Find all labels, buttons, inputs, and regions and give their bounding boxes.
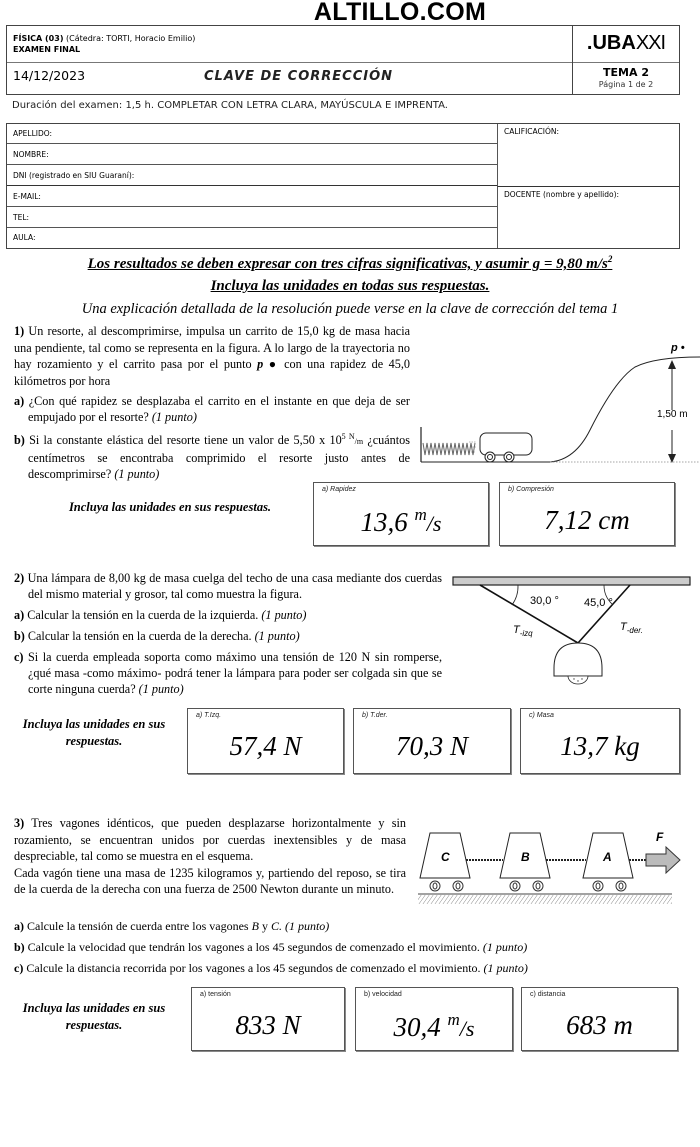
q1-part-a: a) ¿Con qué rapidez se desplazaba el carrito en el instante en que deja de ser empujado por el resorte? (1 punto) <box>14 394 410 424</box>
svg-text:B: B <box>521 850 530 864</box>
q2-answer-a: a) T.Izq. 57,4 N <box>187 708 344 774</box>
q3-part-a: a) Calcule la tensión de cuerda entre los vagones B y C. (1 punto) <box>14 919 330 933</box>
q2-part-c: c) Si la cuerda empleada soporta como máximo una tensión de 120 N sin romperse, ¿qué masa -como máximo- podrá tener la lámpara para poder ser colgada sin que se corte ninguna cuerda? (1 punto) <box>14 650 442 696</box>
answer-key-title: CLAVE DE CORRECCIÓN <box>204 69 394 84</box>
page-indicator: Página 1 de 2 <box>598 80 654 89</box>
q2-part-a: a) Calcular la tensión en la cuerda de la izquierda. (1 punto) <box>14 608 307 622</box>
q3-part-c: c) Calcule la distancia recorrida por los vagones a los 45 segundos de comenzado el movimiento. (1 punto) <box>14 961 528 975</box>
exam-header <box>6 25 680 95</box>
field-calificacion[interactable]: CALIFICACIÓN: <box>497 124 679 187</box>
wagons-figure <box>410 825 695 910</box>
spring-ramp-figure <box>415 330 700 470</box>
field-email[interactable]: E-MAIL: <box>7 187 497 207</box>
wagon-b-icon <box>500 833 550 891</box>
q1-part-b: b) Si la constante elástica del resorte tiene un valor de 5,50 x $10^5$ $^N$/m ¿cuántos centímetros se encontraba comprimido el resorte justo antes de descomprimirse? (1 punto) <box>14 432 410 482</box>
q3-parts <box>14 918 694 976</box>
site-title: ALTILLO.COM <box>313 0 487 26</box>
q2-part-b: b) Calcular la tensión en la cuerda de la derecha. (1 punto) <box>14 629 300 643</box>
exam-duration-instructions: Duración del examen: 1,5 h. COMPLETAR CON LETRA CLARA, MAYÚSCULA E IMPRENTA. <box>12 100 448 111</box>
course-info <box>13 33 195 55</box>
q2-include-units-note: Incluya las unidades en sus respuestas. <box>22 717 166 748</box>
wagon-a-icon <box>583 833 633 891</box>
field-tel[interactable]: TEL: <box>7 208 497 228</box>
point-p-label: p • <box>671 342 685 354</box>
tension-left-label: $T_{-izq}$ <box>513 624 533 638</box>
q3-statement-2: Cada vagón tiene una masa de 1235 kilogramos y, partiendo del reposo, se tira de la cuerda de la derecha con una fuerza de 2500 Newton durante un minuto. <box>14 865 406 896</box>
exam-type: EXAMEN FINAL <box>13 45 81 54</box>
q3-answer-c: c) distancia 683 m <box>521 987 678 1051</box>
q3-include-units-note: Incluya las unidades en sus respuestas. <box>22 1001 166 1032</box>
field-docente[interactable]: DOCENTE (nombre y apellido): <box>497 187 679 248</box>
field-aula[interactable]: AULA: <box>13 233 36 242</box>
question-1 <box>14 323 410 482</box>
exam-date: 14/12/2023 <box>13 68 86 83</box>
lamp-figure <box>450 573 695 688</box>
tema-label: TEMA 2 <box>603 66 649 79</box>
q2-statement: 2) Una lámpara de 8,00 kg de masa cuelga del techo de una casa mediante dos cuerdas del mismo material y grosor, tal como muestra la figura. <box>14 571 442 601</box>
q1-answer-b: b) Compresión 7,12 cm <box>499 482 675 546</box>
ceiling <box>453 577 690 585</box>
q3-answer-b: b) velocidad 30,4 $^m$/s <box>355 987 513 1051</box>
angle-right-label: 45,0 ° <box>584 597 613 609</box>
q1-include-units-note: Incluya las unidades en sus respuestas. <box>68 500 272 514</box>
ground <box>418 895 672 904</box>
q3-statement: 3) Tres vagones idénticos, que pueden desplazarse horizontalmente y sin rozamiento, se encuentran unidos por cuerdas inextensibles y de masa despreciable, tal como se muestra en el esquema. <box>14 816 406 863</box>
force-arrow-icon <box>646 847 680 873</box>
tension-right-label: $T_{-der.}$ <box>620 621 643 635</box>
arrow-up-icon <box>668 360 676 369</box>
field-apellido[interactable]: APELLIDO: <box>7 124 497 144</box>
rule-explanation-reference: Una explicación detallada de la resolución puede verse en la clave de corrección del tema 1 <box>81 301 619 317</box>
field-dni[interactable]: DNI (registrado en SIU Guaraní): <box>7 166 497 186</box>
spring-icon <box>423 443 475 455</box>
course-chair: (Cátedra: TORTI, Horacio Emilio) <box>63 34 196 43</box>
question-3 <box>14 815 406 898</box>
wagon-c-icon <box>420 833 470 891</box>
q1-answer-a: a) Rapidez 13,6 $^m$/s <box>313 482 489 546</box>
q2-answer-b: b) T.der. 70,3 N <box>353 708 511 774</box>
q3-answer-a: a) tensión 833 N <box>191 987 345 1051</box>
header-right-column <box>572 26 679 94</box>
force-label: F <box>656 830 664 844</box>
angle-left-label: 30,0 ° <box>530 595 559 607</box>
svg-text:C: C <box>441 850 450 864</box>
uba-logo: .UBAXXI <box>586 32 666 54</box>
lamp-icon <box>554 643 602 684</box>
q1-statement: 1) Un resorte, al descomprimirse, impulsa un carrito de 15,0 kg de masa hacia una pendiente, tal como se representa en la figura. A lo largo de la trayectoria no hay rozamiento y el carrito pasa por el punto p ● con una rapidez de 45,0 kilómetros por hora <box>14 324 410 388</box>
q3-part-b: b) Calcule la velocidad que tendrán los vagones a los 45 segundos de comenzado el movimiento. (1 punto) <box>14 940 528 954</box>
arrow-down-icon <box>668 454 676 463</box>
student-info-form <box>6 123 680 249</box>
svg-text:A: A <box>603 850 612 864</box>
q2-answer-c: c) Masa 13,7 kg <box>520 708 680 774</box>
rule-significant-figures: Los resultados se deben expresar con tres cifras significativas, y asumir g = 9,80 $m/s^2$ <box>87 254 613 272</box>
question-2 <box>14 570 442 697</box>
course-name: FÍSICA (03) <box>13 34 64 43</box>
field-nombre[interactable]: NOMBRE: <box>7 145 497 165</box>
rule-include-units: Incluya las unidades en todas sus respuestas. <box>210 278 490 294</box>
height-label: 1,50 m <box>657 409 688 420</box>
cart-icon <box>469 433 532 462</box>
